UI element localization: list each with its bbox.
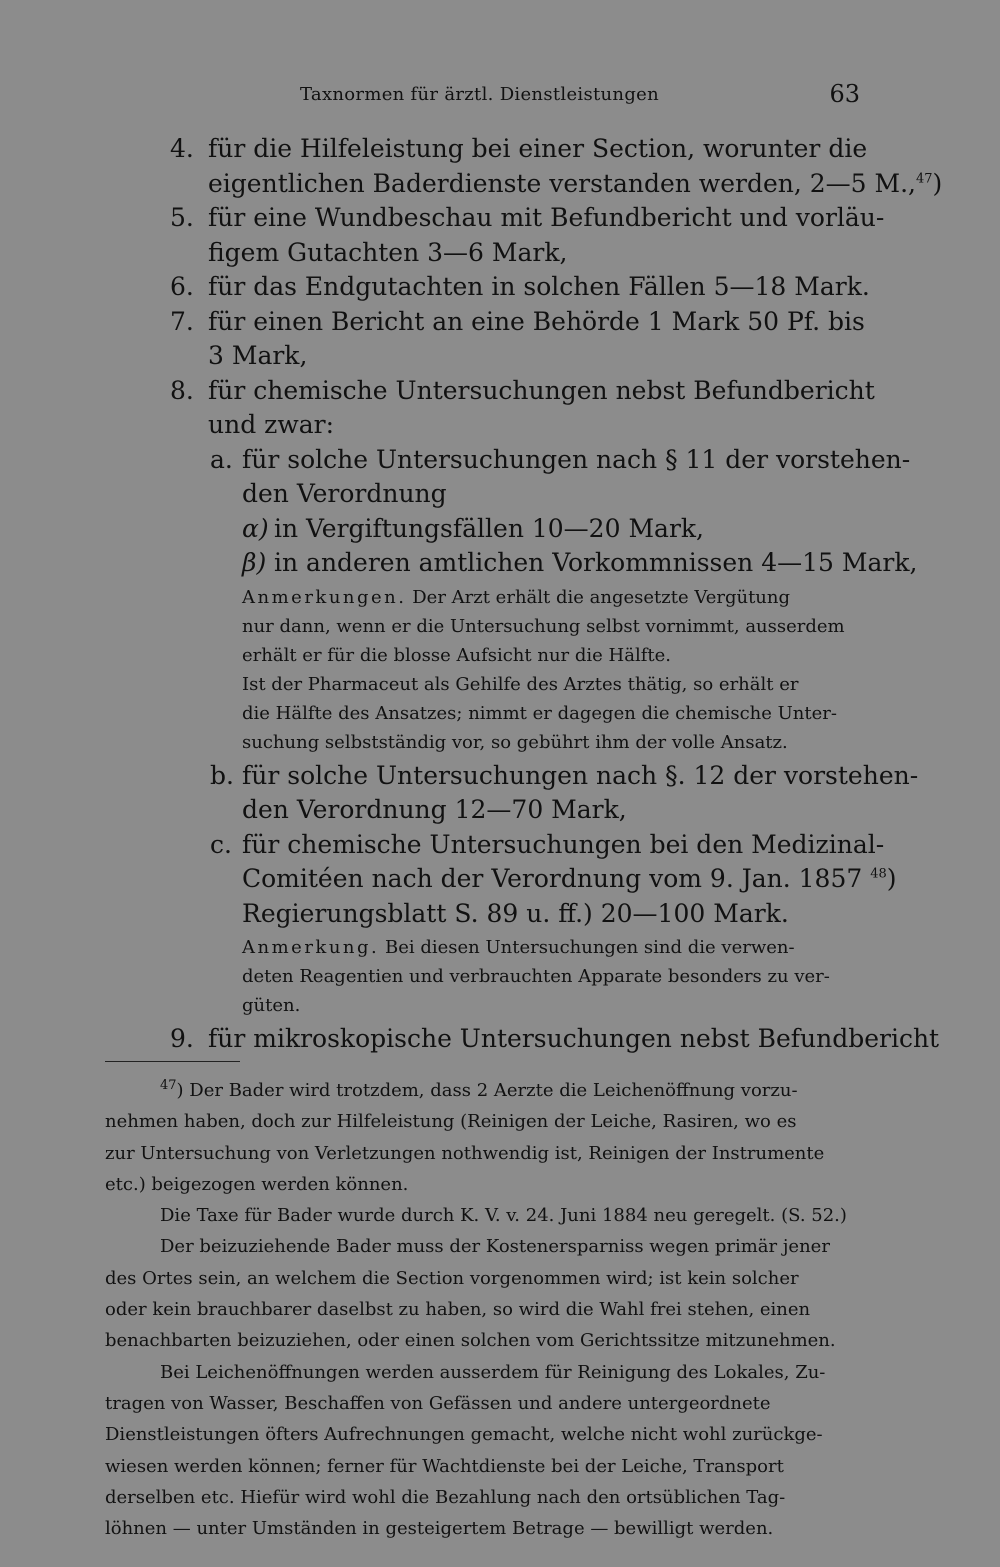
note-text: Bei diesen Untersuchungen sind die verwen- bbox=[385, 937, 795, 958]
footnote-line: löhnen — unter Umständen in gesteigertem Betrage — bewilligt werden. bbox=[105, 1518, 774, 1540]
running-title: Taxnormen für ärztl. Dienstleistungen bbox=[300, 84, 659, 105]
text-line: für die Hilfeleistung bei einer Section, worunter die bbox=[208, 134, 868, 163]
text-line: für chemische Untersuchungen nebst Befundbericht bbox=[208, 375, 875, 405]
page-number: 63 bbox=[829, 80, 860, 108]
note-line: deten Reagentien und verbrauchten Apparate besonders zu ver- bbox=[242, 966, 830, 987]
text-line bbox=[170, 167, 943, 202]
note-line: die Hälfte des Ansatzes; nimmt er dagegen die chemische Unter- bbox=[242, 702, 837, 724]
footnote-line: zur Untersuchung von Verletzungen nothwendig ist, Reinigen der Instrumente bbox=[105, 1142, 825, 1164]
text-line: und zwar: bbox=[208, 410, 335, 439]
text-line: für solche Untersuchungen nach §. 12 der vorstehen- bbox=[242, 760, 919, 790]
footnote-ref: 48 bbox=[870, 866, 887, 882]
text-line: 3 Mark, bbox=[208, 341, 308, 370]
sub-item-letter: β) bbox=[242, 548, 267, 577]
footnote-line: wiesen werden können; ferner für Wachtdienste bei der Leiche, Transport bbox=[105, 1455, 784, 1477]
footnote-divider bbox=[105, 1061, 240, 1062]
sub-item-letter: α) bbox=[242, 513, 269, 543]
footnote-line: des Ortes sein, an welchem die Section vorgenommen wird; ist kein solcher bbox=[105, 1267, 799, 1289]
text-line: in anderen amtlichen Vorkommnissen 4—15 Mark, bbox=[274, 548, 918, 577]
sub-item-letter: a. bbox=[210, 444, 233, 474]
sub-item-beta bbox=[170, 546, 918, 581]
footnote-line: derselben etc. Hiefür wird wohl die Bezahlung nach den ortsüblichen Tag- bbox=[105, 1486, 786, 1508]
sub-item-letter: c. bbox=[210, 829, 232, 859]
text-line: für einen Bericht an eine Behörde 1 Mark 50 Pf. bis bbox=[208, 306, 865, 336]
footnote-line: benachbarten beizuziehen, oder einen solchen vom Gerichtssitze mitzunehmen. bbox=[105, 1330, 836, 1352]
footnote-paragraph: Der beizuziehende Bader muss der Kostenersparniss wegen primär jener bbox=[160, 1236, 830, 1258]
footnote-paragraph: Die Taxe für Bader wurde durch K. V. v. 24. Juni 1884 neu geregelt. (S. 52.) bbox=[160, 1205, 847, 1227]
footnote-line: tragen von Wasser, Beschaffen von Gefässen und andere untergeordnete bbox=[105, 1392, 771, 1414]
item-number: 8. bbox=[170, 375, 194, 405]
footnote-ref-close: ) bbox=[932, 168, 943, 198]
note-line bbox=[242, 933, 860, 962]
text-line bbox=[170, 862, 897, 897]
sub-item-c bbox=[170, 828, 885, 863]
sub-item-letter: b. bbox=[210, 760, 234, 790]
footnote-paragraph: Bei Leichenöffnungen werden ausserdem für Reinigung des Lokales, Zu- bbox=[160, 1361, 826, 1383]
sub-item-a bbox=[170, 443, 911, 478]
text-line: Regierungsblatt S. 89 u. ff.) 20—100 Mark. bbox=[242, 898, 789, 928]
footnotes bbox=[105, 1076, 860, 1545]
main-text bbox=[170, 132, 943, 1057]
item-number: 5. bbox=[170, 203, 194, 232]
footnote-line: oder kein brauchbarer daselbst zu haben, so wird die Wahl frei stehen, einen bbox=[105, 1299, 811, 1321]
footnote-text: ) Der Bader wird trotzdem, dass 2 Aerzte die Leichenöffnung vorzu- bbox=[176, 1080, 798, 1101]
footnote-line: nehmen haben, doch zur Hilfeleistung (Reinigen der Leiche, Rasiren, wo es bbox=[105, 1111, 797, 1133]
footnote-line: Dienstleistungen öfters Aufrechnungen gemacht, welche nicht wohl zurückge- bbox=[105, 1424, 823, 1446]
list-item-9 bbox=[170, 1022, 940, 1057]
list-item-7 bbox=[170, 305, 865, 340]
text-line-content: eigentlichen Baderdienste verstanden werden, 2—5 M., bbox=[208, 168, 916, 198]
text-line: in Vergiftungsfällen 10—20 Mark, bbox=[274, 513, 704, 543]
list-item-4 bbox=[170, 132, 868, 167]
note-label: Anmerkungen. bbox=[242, 586, 407, 608]
sub-item-b bbox=[170, 759, 919, 794]
footnote-47 bbox=[105, 1076, 860, 1105]
text-line: den Verordnung bbox=[242, 479, 447, 508]
item-number: 9. bbox=[170, 1024, 194, 1053]
text-line: für eine Wundbeschau mit Befundbericht und vorläu- bbox=[208, 203, 885, 232]
sub-item-alpha bbox=[170, 512, 860, 547]
note-line bbox=[242, 583, 860, 612]
note-line: nur dann, wenn er die Untersuchung selbst vornimmt, ausserdem bbox=[242, 615, 845, 637]
note-text: Der Arzt erhält die angesetzte Vergütung bbox=[412, 586, 791, 608]
text-line: figem Gutachten 3—6 Mark, bbox=[208, 237, 568, 267]
text-line: für das Endgutachten in solchen Fällen 5—18 Mark. bbox=[208, 272, 870, 301]
running-header bbox=[300, 80, 860, 114]
note-line: suchung selbstständig vor, so gebührt ihm der volle Ansatz. bbox=[242, 731, 788, 753]
item-number: 7. bbox=[170, 306, 194, 336]
note-line: Ist der Pharmaceut als Gehilfe des Arztes thätig, so erhält er bbox=[242, 673, 799, 695]
text-line: für chemische Untersuchungen bei den Medizinal- bbox=[242, 829, 885, 859]
note-line: güten. bbox=[242, 995, 301, 1016]
item-number: 6. bbox=[170, 272, 194, 301]
text-line: für solche Untersuchungen nach § 11 der vorstehen- bbox=[242, 444, 911, 474]
annotation-block bbox=[170, 583, 860, 757]
list-item-5 bbox=[170, 201, 885, 236]
list-item-8 bbox=[170, 374, 875, 409]
text-line-content: Comitéen nach der Verordnung vom 9. Jan. 1857 bbox=[242, 864, 863, 893]
list-item-6 bbox=[170, 270, 870, 305]
footnote-ref: 47 bbox=[916, 171, 933, 187]
text-line: den Verordnung 12—70 Mark, bbox=[242, 795, 627, 824]
note-line: erhält er für die blosse Aufsicht nur die Hälfte. bbox=[242, 644, 671, 666]
footnote-number: 47 bbox=[160, 1078, 177, 1093]
item-number: 4. bbox=[170, 134, 194, 163]
footnote-line: etc.) beigezogen werden können. bbox=[105, 1173, 409, 1195]
note-label: Anmerkung. bbox=[242, 937, 380, 958]
text-line: für mikroskopische Untersuchungen nebst Befundbericht bbox=[208, 1024, 940, 1053]
annotation-block bbox=[170, 933, 860, 1020]
footnote-ref-close: ) bbox=[886, 864, 897, 893]
